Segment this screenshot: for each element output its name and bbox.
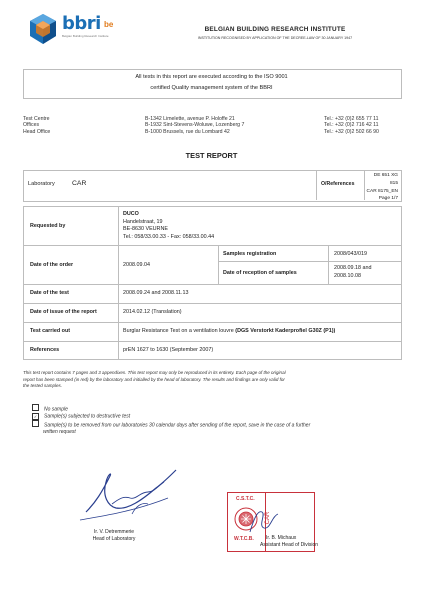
test-carried-out-label: Test carried out [30, 328, 71, 334]
reception-date-2: 2008.10.08 [334, 272, 361, 279]
note-line: the tested samples. [23, 383, 63, 389]
checkbox-label: Sample(s) subjected to destructive test [44, 413, 131, 420]
test-date-label: Date of the test [30, 290, 69, 296]
iso-statement-line1: All tests in this report are executed according to the ISO 9001 [135, 74, 288, 80]
row-divider [24, 341, 401, 342]
phone-line: Tel.: +32 (0)2 716 42 11 [324, 122, 379, 129]
row-divider [24, 284, 401, 285]
requester-block [123, 211, 214, 241]
row-divider [24, 303, 401, 304]
signature-detremmerie-icon [72, 462, 182, 526]
bbri-logo-icon [26, 12, 60, 46]
test-date-value: 2008.09.24 and 2008.11.13 [123, 290, 189, 296]
requested-by-label: Requested by [30, 223, 66, 229]
address-line: B-1932 Sint-Stevens-Woluwe, Lozenberg 7 [145, 122, 245, 129]
note-line: report has been stamped (in red) by the laboratory and initialled by the head of laboratory. The results and findings are only valid for [23, 376, 285, 382]
checkbox-empty-icon[interactable] [32, 404, 39, 411]
left-signatory-name: Ir. V. Detremmerie [93, 529, 135, 535]
samples-registration-label: Samples registration [223, 251, 277, 257]
details-table [23, 206, 402, 360]
right-signatory-name: Ir. B. Michaux [266, 535, 297, 541]
laboratory-label: Laboratory [28, 181, 55, 187]
address-line: B-1342 Limelette, avenue P. Holoffe 21 [145, 116, 235, 122]
left-signatory-title: Head of Laboratory [92, 535, 136, 542]
column-divider [328, 245, 329, 284]
issue-date-value: 2014.02.12 (Translation) [123, 309, 182, 315]
laboratory-value: CAR [72, 180, 87, 187]
column-divider [218, 245, 219, 284]
institute-title: BELGIAN BUILDING RESEARCH INSTITUTE [204, 26, 346, 33]
checkbox-checked-icon[interactable]: ✓ [33, 414, 38, 420]
checkbox-no-sample[interactable] [32, 404, 412, 413]
address-label: Test Centre [23, 116, 50, 122]
phone-line: Tel.: +32 (0)2 655 77 11 [324, 116, 379, 122]
checkbox-empty-icon[interactable] [32, 420, 39, 427]
requester-name: DUCO [123, 211, 139, 217]
iso-statement-line2: certified Quality management system of the BBRI [150, 85, 273, 91]
checkbox-label: Sample(s) to be removed from our laboratories 30 calendar days after sending of the report, save in the case of a further [44, 422, 311, 429]
report-title: TEST REPORT [185, 151, 238, 160]
address-labels [23, 116, 50, 135]
address-label: Offices [23, 122, 40, 129]
reference-number: DE 651 XG 815 [373, 173, 398, 186]
order-date-value: 2008.09.04 [123, 262, 150, 268]
checkbox-continuation: written request [43, 429, 76, 436]
stamp-top-text: C.S.T.C. [236, 496, 255, 502]
reception-date-value [334, 265, 371, 280]
order-date-label: Date of the order [30, 262, 74, 268]
stamp-side-text: CAR [265, 511, 271, 525]
test-description: Burglar Resistance Test on a ventilation louvre [123, 328, 234, 334]
note-line: This test report contains 7 pages and 3 appendixes. This test report may only be reproduced in its entirety. Each page of the original [23, 370, 286, 375]
report-note [23, 370, 403, 390]
page-number: Page 1/7 [378, 196, 398, 202]
checkbox-label: No sample [44, 406, 68, 413]
row-divider [24, 322, 401, 323]
phone-line: Tel.: +32 (0)2 502 66 90 [324, 128, 379, 135]
issue-date-label: Date of issue of the report [30, 309, 97, 315]
requester-street: Handelstraat, 19 [123, 218, 163, 225]
samples-registration-value: 2008/043/019 [334, 251, 367, 257]
test-product: (DGS Verstorkt Kaderprofiel G30Z (P1)) [235, 328, 336, 334]
logo-text: bbri [62, 13, 101, 34]
address-lines [145, 116, 244, 135]
references-row-value: prEN 1627 to 1630 (September 2007) [123, 347, 214, 353]
reference-values [366, 172, 398, 203]
address-line: B-1000 Brussels, rue du Lombard 42 [145, 128, 230, 135]
logo-suffix: be [104, 20, 114, 29]
checkbox-sample-removal[interactable] [32, 420, 412, 429]
column-divider [118, 207, 119, 359]
phone-lines [324, 116, 379, 135]
reception-date-label: Date of reception of samples [223, 270, 297, 276]
stamp-bottom-text: W.T.C.B. [234, 536, 254, 542]
reference-code: CAR 8175_EN [366, 188, 398, 194]
logo-tagline: Belgian Building Research Institute [62, 34, 109, 38]
test-carried-out-value [123, 328, 335, 334]
checkbox-destructive-test[interactable] [32, 413, 412, 420]
references-row-label: References [30, 347, 60, 353]
right-signatory [260, 535, 318, 548]
divider [364, 170, 365, 200]
divider [316, 170, 317, 200]
references-label: O/References [321, 181, 355, 187]
address-label: Head Office [23, 128, 51, 135]
reception-date-1: 2008.09.18 and [334, 265, 372, 271]
institute-subtitle: INSTITUTION RECOGNISED BY APPLICATION OF THE DECREE-LAW OF 30 JANUARY 1947 [197, 36, 353, 40]
left-signatory [84, 529, 144, 542]
signature-michaux-icon [244, 506, 284, 536]
sample-options [32, 404, 412, 436]
requester-contact: Tel.: 058/33.00.33 - Fax: 058/33.00.44 [123, 233, 215, 240]
row-divider [24, 245, 401, 246]
row-divider [218, 261, 401, 262]
requester-city: BE-8630 VEURNE [123, 226, 168, 233]
right-signatory-title: Assistant Head of Division [260, 541, 319, 548]
